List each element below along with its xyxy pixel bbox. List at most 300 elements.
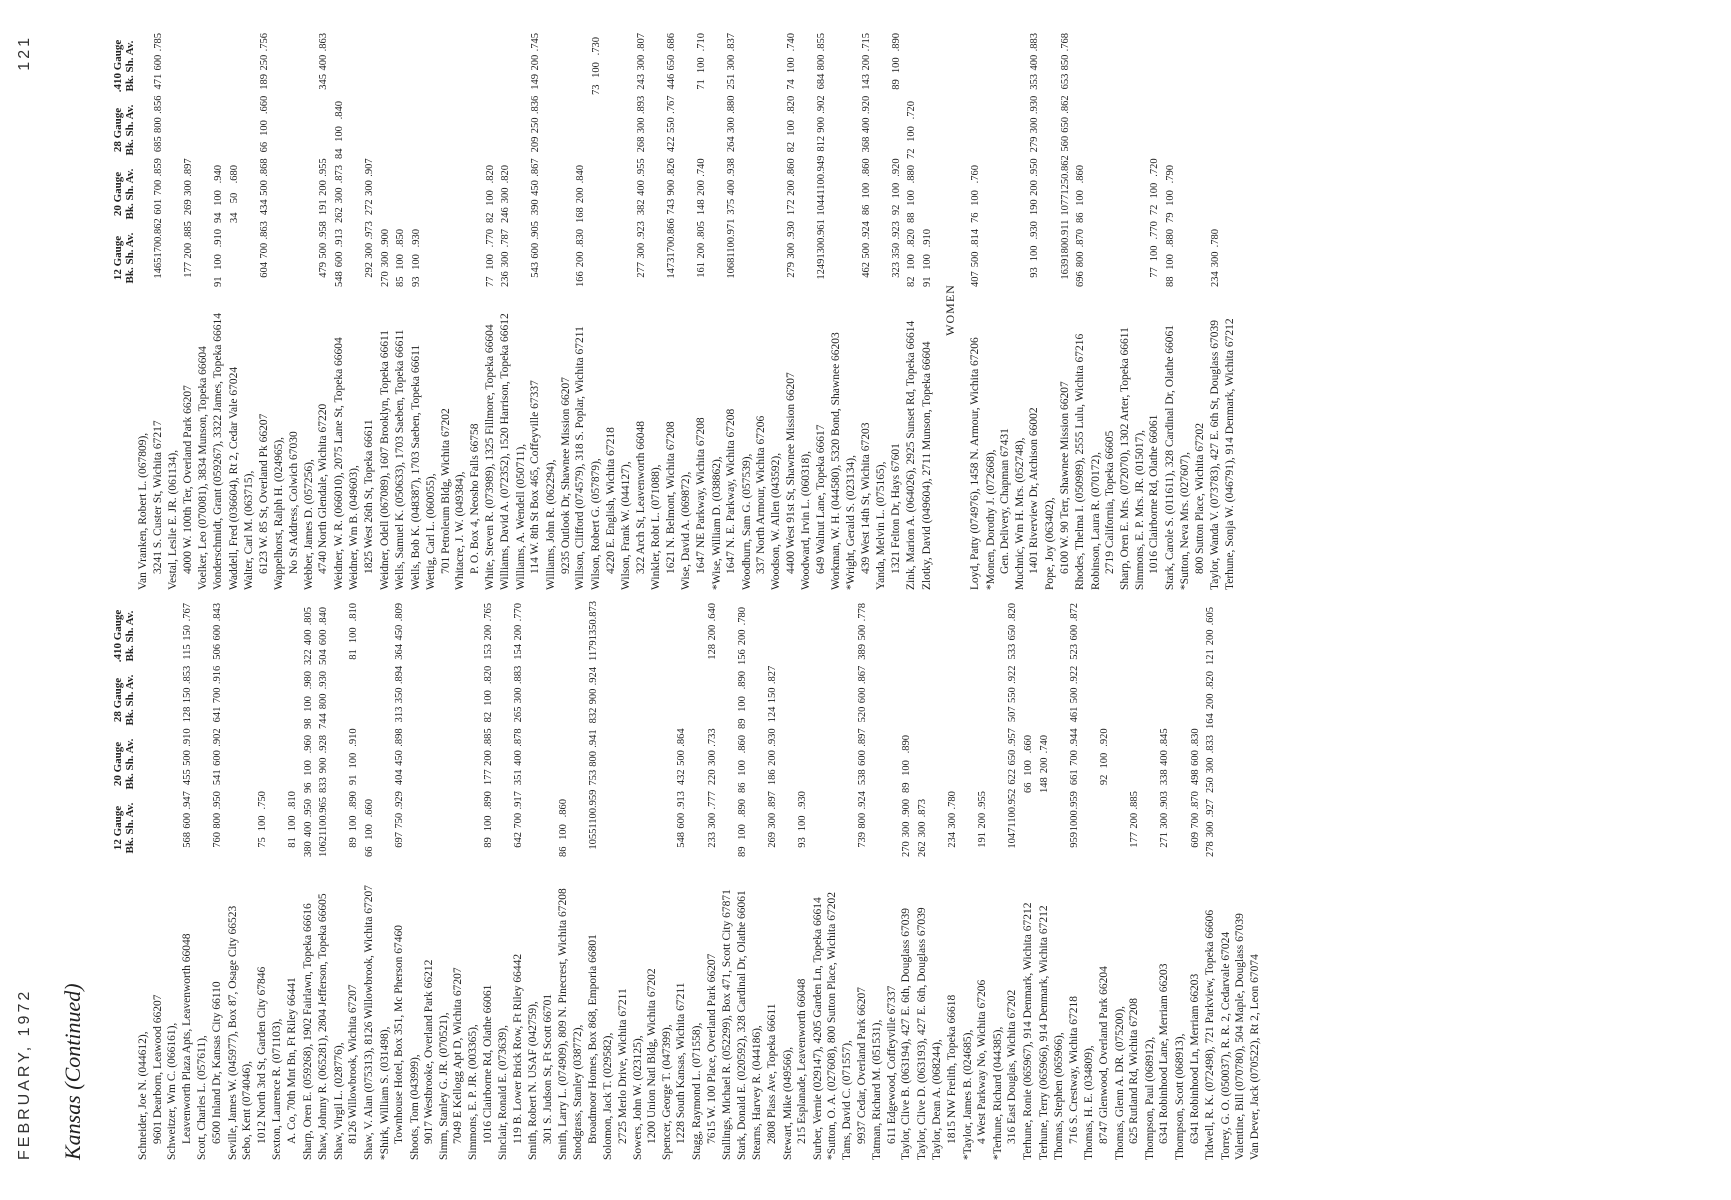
score-av: .911	[1059, 219, 1071, 238]
score-bk: 479	[318, 262, 330, 278]
shooter-name: Van Dever, Jack (070522), Rt 2, Leon 67074	[1248, 954, 1261, 1160]
shooter-name: Smith, Larry L. (074909), 809 N. Pinecrest, Wichita 67208	[556, 888, 569, 1160]
score-av: .840	[333, 101, 345, 120]
gauge-score	[1022, 732, 1037, 796]
score-bk: 375	[726, 198, 738, 215]
shooter-row	[781, 600, 796, 1160]
score-sh: 800	[1075, 251, 1087, 268]
score-av: .923	[635, 221, 647, 240]
gauge-score	[228, 162, 243, 226]
gauge-score	[1204, 732, 1219, 796]
score-bk: 548	[333, 271, 345, 287]
score-bk: 172	[785, 199, 797, 216]
score-sh: 100	[212, 190, 224, 206]
score-bk: 279	[1029, 136, 1041, 153]
score-sh: 300	[916, 821, 928, 838]
score-sh: 900	[815, 116, 827, 133]
shooter-row	[769, 30, 784, 590]
score-bk: 506	[211, 643, 223, 660]
score-sh: 300	[1205, 821, 1217, 838]
score-av: .910	[181, 728, 193, 747]
score-bk: 81	[286, 837, 298, 848]
gauge-score	[379, 226, 394, 290]
header-gauge-20	[112, 732, 136, 796]
shooter-row	[870, 600, 885, 1160]
score-bk: 533	[1007, 643, 1019, 660]
score-av: .827	[766, 665, 778, 685]
shooter-row	[679, 30, 694, 590]
score-av: .868	[258, 158, 270, 177]
score-bk: 82	[906, 276, 918, 287]
shooter-address: 1016 Clairborne Rd, Olathe 66061	[481, 984, 494, 1144]
score-av: .778	[856, 603, 868, 622]
gauge-score	[482, 788, 497, 851]
gauge-score	[1028, 30, 1043, 93]
shooter-row	[720, 600, 735, 1160]
shooter-name: Sharp, Oren E. Mrs. (072070), 1302 Arter, Topeka 66611	[1119, 327, 1131, 590]
score-sh: 1100	[587, 808, 599, 829]
score-sh: 300	[363, 180, 375, 196]
gauge-score	[1006, 663, 1021, 726]
score-sh: 100	[890, 182, 902, 199]
score-sh: 1000	[1068, 810, 1080, 832]
score-sh: 300	[706, 812, 718, 829]
header-sub: Bk. Sh. Av.	[124, 674, 136, 726]
score-av: .740	[695, 158, 707, 177]
score-av: .686	[665, 33, 677, 52]
gauge-score	[212, 226, 227, 290]
shooter-row	[332, 600, 347, 1160]
score-sh: 350	[394, 687, 406, 704]
score-sh: 1100	[318, 815, 330, 836]
gauge-score	[1028, 155, 1043, 218]
gauge-score	[635, 155, 650, 218]
shooter-row	[829, 30, 844, 590]
header-gauge-410	[112, 34, 136, 98]
shooter-row	[844, 30, 859, 590]
gauge-score	[1068, 725, 1083, 788]
score-sh: 300	[363, 242, 375, 259]
score-sh: 200	[1029, 180, 1041, 196]
address-row	[859, 30, 875, 590]
shooter-row	[1082, 600, 1097, 1160]
shooter-row	[302, 30, 317, 590]
score-bk: 538	[856, 769, 868, 786]
score-bk: 1639	[1059, 258, 1071, 280]
header-label: 20 Gauge	[112, 741, 124, 787]
score-av: .928	[318, 735, 330, 754]
gauge-score	[512, 725, 527, 788]
section-title: Kansas (Continued)	[60, 983, 85, 1160]
score-av: .640	[706, 603, 718, 622]
score-sh: 300	[766, 812, 778, 829]
score-bk: 498	[1189, 769, 1201, 786]
score-av: .680	[228, 165, 240, 184]
score-sh: 100	[484, 254, 496, 270]
score-sh: 100	[1029, 245, 1041, 262]
score-av: .947	[181, 791, 193, 810]
score-av: .864	[676, 728, 688, 747]
gauge-score	[736, 732, 751, 796]
score-av: .768	[1059, 33, 1071, 52]
score-bk: 86	[557, 846, 569, 857]
score-av: .897	[766, 791, 778, 810]
score-bk: 89	[348, 837, 360, 848]
score-sh: 100	[1023, 760, 1035, 776]
shooter-name: Willson, Clifford (074579), 318 S. Poplar, Wichita 67211	[574, 326, 587, 590]
gauge-score	[512, 788, 527, 851]
score-av: .860	[785, 158, 797, 177]
header-sub: Bk. Sh. Av.	[124, 802, 136, 854]
gauge-score	[529, 30, 544, 93]
score-bk: 82	[484, 212, 496, 223]
score-av: .845	[1159, 728, 1171, 747]
score-sh: 600	[856, 750, 868, 766]
score-sh: 400	[635, 180, 647, 196]
shooter-address: 1200 Union Natl Bldg, Wichita 67202	[646, 968, 659, 1144]
score-bk: 382	[635, 199, 647, 216]
gauge-score	[347, 600, 362, 663]
shooter-row	[920, 30, 936, 590]
score-bk: 471	[152, 73, 164, 90]
score-av: .930	[785, 221, 797, 240]
score-av: .860	[736, 735, 748, 754]
score-sh: 100	[906, 190, 918, 206]
score-av: .780	[947, 791, 959, 810]
score-bk: 1465	[152, 257, 164, 279]
gauge-score	[258, 218, 273, 281]
shooter-row	[1163, 30, 1179, 590]
shooter-row	[514, 30, 529, 590]
score-av: .922	[1068, 665, 1080, 685]
gauge-score	[890, 155, 905, 218]
shooter-name: Thomas, Stephen (065966),	[1053, 1032, 1066, 1160]
score-av: .760	[970, 165, 982, 184]
score-bk: 262	[916, 841, 928, 857]
score-bk: 93	[797, 837, 809, 848]
score-bk: 1077	[1059, 194, 1071, 216]
header-gauge-410	[112, 604, 136, 668]
shooter-row	[573, 30, 589, 590]
score-bk: 190	[1029, 199, 1041, 216]
gauge-score	[1098, 725, 1113, 788]
score-sh: 100	[348, 815, 360, 832]
address-row	[439, 30, 454, 590]
score-sh: 100	[302, 760, 314, 776]
gauge-score	[256, 788, 271, 851]
score-av: .900	[901, 799, 913, 818]
shooter-name: Van Vranken, Robert L. (067809),	[137, 432, 149, 590]
address-row	[1058, 30, 1074, 590]
score-av: .859	[152, 158, 164, 177]
score-av: .929	[394, 791, 406, 810]
score-av: .897	[856, 728, 868, 747]
score-av: .897	[182, 158, 194, 177]
shooter-row	[362, 600, 378, 1160]
score-bk: 128	[181, 706, 193, 723]
score-av: .980	[302, 671, 314, 690]
gauge-score	[635, 93, 650, 156]
address-row	[765, 600, 781, 1160]
gauge-score	[665, 93, 680, 156]
score-sh: 400	[302, 629, 314, 646]
score-sh: 300	[333, 187, 345, 204]
address-row	[724, 30, 740, 590]
address-row	[694, 30, 710, 590]
gauge-score	[921, 226, 936, 290]
shooter-name: Shaw, Virgil L. (028776),	[332, 1042, 345, 1160]
address-row	[754, 30, 769, 590]
score-sh: 300	[901, 821, 913, 838]
score-av: .787	[500, 229, 512, 248]
score-sh: 450	[394, 750, 406, 766]
score-av: .867	[530, 158, 542, 177]
score-sh: 750	[394, 812, 406, 829]
score-av: .777	[706, 791, 718, 810]
score-av: .878	[512, 728, 524, 747]
shooter-name: Thomas, H. E. (034809),	[1083, 1045, 1096, 1160]
gauge-score	[512, 600, 527, 663]
score-sh: 200	[695, 242, 707, 259]
shooter-name: Rhodes, Thelma I. (050989), 2555 Lulu, Wichita 67216	[1074, 333, 1087, 590]
score-av: .958	[318, 221, 330, 240]
score-bk: 74	[785, 79, 797, 90]
score-av: .820	[484, 165, 496, 184]
score-sh: 200	[766, 750, 778, 766]
score-av: .917	[512, 791, 524, 810]
gauge-score	[484, 226, 499, 290]
score-bk: 351	[512, 769, 524, 786]
score-sh: 650	[1007, 749, 1019, 766]
shooter-address: 337 North Armour, Wichita 67206	[755, 415, 768, 574]
score-bk: 641	[211, 706, 223, 723]
address-row	[287, 30, 302, 590]
shooter-name: Williams, John R. (062294),	[545, 459, 558, 590]
score-av: .830	[1189, 728, 1201, 747]
shooter-name: Woodward, Irvin L. (060318),	[800, 451, 813, 590]
score-av: .780	[736, 607, 748, 626]
gauge-score	[212, 162, 227, 226]
address-row	[1005, 600, 1021, 1160]
left-column	[60, 600, 1263, 1160]
gauge-score	[1059, 30, 1074, 92]
shooter-row	[544, 30, 559, 590]
score-sh: 100	[395, 254, 407, 270]
gauge-score	[152, 93, 167, 156]
score-sh: 200	[1038, 757, 1050, 774]
score-av: .890	[348, 791, 360, 810]
score-sh: 300	[1029, 117, 1041, 134]
gauge-score	[363, 796, 378, 860]
shooter-name: *Monen, Dorothy J. (072668),	[984, 449, 997, 590]
gauge-score	[856, 600, 871, 663]
shooter-address: 114 W. 8th St Box 465, Coffeyville 67337	[529, 380, 542, 574]
shooter-name: Stark, Carole S. (011611), 328 Cardinal Dr, Olathe 66061	[1163, 324, 1176, 590]
score-sh: 100	[1164, 254, 1176, 270]
address-row	[795, 600, 811, 1160]
shooter-address: 215 Esplanade, Leavenworth 66048	[796, 978, 809, 1144]
score-bk: 548	[676, 832, 688, 848]
gauge-score	[529, 93, 544, 156]
shooter-row	[1233, 600, 1248, 1160]
score-av: .961	[815, 219, 827, 238]
shooter-name: Taylor, Wanda V. (073783), 427 E. 6th St, Douglass 67039	[1208, 320, 1221, 590]
score-av: .885	[1129, 791, 1141, 810]
shooter-row	[1173, 600, 1188, 1160]
score-bk: 269	[182, 199, 194, 216]
gauge-score	[152, 155, 167, 218]
score-av: .826	[665, 158, 677, 177]
score-bk: 71	[695, 79, 707, 90]
score-bk: 271	[1159, 832, 1171, 848]
gauge-score	[363, 218, 378, 281]
header-label: 12 Gauge	[112, 235, 124, 281]
score-bk: 98	[302, 718, 314, 729]
gauge-score	[706, 788, 721, 851]
gauge-score	[574, 162, 589, 226]
score-bk: 1062	[318, 836, 330, 857]
score-bk: 89	[482, 837, 494, 848]
header-sub: Bk. Sh. Av.	[124, 104, 136, 156]
score-sh: 100	[797, 815, 809, 832]
address-row	[784, 30, 800, 590]
shooter-row	[227, 30, 243, 590]
score-av: .898	[394, 728, 406, 747]
score-bk: 345	[318, 73, 330, 90]
score-bk: 177	[182, 262, 194, 278]
score-av: .940	[212, 165, 224, 184]
shooter-row	[571, 600, 586, 1160]
address-row	[468, 30, 483, 590]
score-av: .890	[901, 735, 913, 754]
gauge-score	[766, 663, 781, 726]
address-row	[616, 600, 631, 1160]
shooter-row	[453, 30, 468, 590]
score-av: .850	[395, 229, 407, 248]
score-av: .862	[1059, 155, 1071, 174]
score-bk: 685	[152, 136, 164, 153]
shooter-name: Sebo, Kent (074046),	[241, 1060, 254, 1160]
shooter-address: Broadmoor Homes, Box 868, Emporia 66801	[586, 934, 599, 1144]
address-row	[885, 600, 900, 1160]
shooter-address: 1647 NE Parkway, Wichita 67208	[694, 417, 707, 574]
gauge-score	[529, 218, 544, 281]
score-sh: 900	[665, 179, 677, 196]
score-av: .715	[860, 33, 872, 52]
score-av: .910	[921, 229, 933, 248]
score-bk: 523	[1068, 643, 1080, 660]
score-av: .810	[286, 791, 298, 810]
score-bk: 92	[890, 204, 902, 216]
gauge-score	[211, 663, 226, 726]
shooter-address: 1228 South Kansas, Wichita 67211	[675, 982, 688, 1144]
gauge-score	[211, 600, 226, 663]
score-av: .836	[530, 95, 542, 115]
gauge-score	[302, 604, 317, 668]
right-top-spacer	[60, 30, 96, 590]
score-bk: 92	[1099, 774, 1110, 786]
score-sh: 900	[318, 757, 330, 774]
score-sh: 300	[379, 251, 391, 268]
shooter-name: Stark, Donald E. (020592), 328 Cardinal Dr, Olathe 66061	[735, 890, 748, 1160]
score-sh: 300	[635, 242, 647, 259]
shooter-name: Shoots, Tom (043999),	[408, 1054, 421, 1160]
score-bk: 82	[785, 141, 797, 153]
shooter-row	[799, 30, 814, 590]
shooter-address: 7049 E Kellogg Apt D, Wichita 67207	[452, 967, 465, 1144]
gauge-score	[181, 663, 196, 726]
shooter-name: Voelker, Leo (070081), 3834 Munson, Topeka 66604	[197, 346, 210, 590]
score-sh: 200	[575, 251, 587, 268]
score-av: .605	[1205, 607, 1217, 626]
shooter-address: 4000 W. 100th Ter, Overland Park 66207	[181, 385, 194, 574]
score-bk: 234	[947, 832, 959, 848]
shooter-address: 9601 Dearborn, Leawood 66207	[151, 994, 164, 1144]
score-sh: 900	[587, 688, 599, 705]
score-bk: 164	[1205, 713, 1217, 729]
score-sh: 100	[970, 190, 982, 206]
header-gauge-12	[112, 226, 136, 290]
shooter-name: Solomon, Jack T. (029582),	[602, 1032, 615, 1160]
gauge-score	[1074, 162, 1089, 226]
shooter-row	[899, 600, 915, 1160]
score-sh: 1100	[815, 174, 827, 195]
score-av: .890	[890, 33, 902, 52]
score-av: .767	[181, 603, 193, 622]
gauge-score	[393, 600, 408, 663]
score-sh: 200	[1205, 629, 1217, 646]
score-sh: 500	[856, 624, 868, 641]
score-bk: 279	[785, 262, 797, 278]
gauge-score	[766, 788, 781, 851]
score-av: .833	[1205, 735, 1217, 754]
address-row	[586, 600, 602, 1160]
score-bk: 246	[500, 207, 512, 223]
score-sh: 300	[635, 117, 647, 134]
shooter-name: Schneider, Joe N. (044612),	[137, 1031, 149, 1160]
score-av: .837	[726, 33, 738, 52]
address-row	[1193, 30, 1208, 590]
score-sh: 300	[726, 117, 738, 133]
score-av: .902	[211, 728, 223, 747]
score-av: .920	[860, 95, 872, 115]
shooter-name: Robinson, Laura R. (070172),	[1089, 452, 1102, 590]
score-bk: 143	[860, 73, 872, 90]
shooter-name: Stearns, Harvey R. (044186),	[751, 1025, 764, 1160]
score-bk: 380	[302, 841, 314, 857]
shooter-address: 6341 Robinhood Ln, Merriam 66203	[1188, 973, 1201, 1144]
score-sh: 600	[333, 251, 345, 268]
score-bk: 89	[736, 718, 748, 729]
gauge-score	[1074, 226, 1089, 290]
score-sh: 100	[890, 57, 902, 74]
score-bk: 265	[512, 706, 524, 723]
address-row	[1103, 30, 1118, 590]
score-av: .952	[1007, 788, 1019, 807]
score-av: .770	[1149, 221, 1161, 240]
gauge-score	[1059, 92, 1074, 154]
score-bk: 220	[706, 769, 718, 786]
score-av: .971	[726, 218, 738, 237]
score-sh: 100	[557, 824, 569, 840]
score-sh: 1350	[587, 619, 599, 641]
score-bk: 507	[1007, 706, 1019, 723]
score-sh: 600	[181, 812, 193, 829]
score-sh: 800	[856, 812, 868, 829]
score-sh: 300	[500, 251, 512, 268]
gauge-score	[181, 725, 196, 788]
shooter-name: White, Steven R. (073989), 1325 Fillmore, Topeka 66604	[483, 324, 496, 590]
